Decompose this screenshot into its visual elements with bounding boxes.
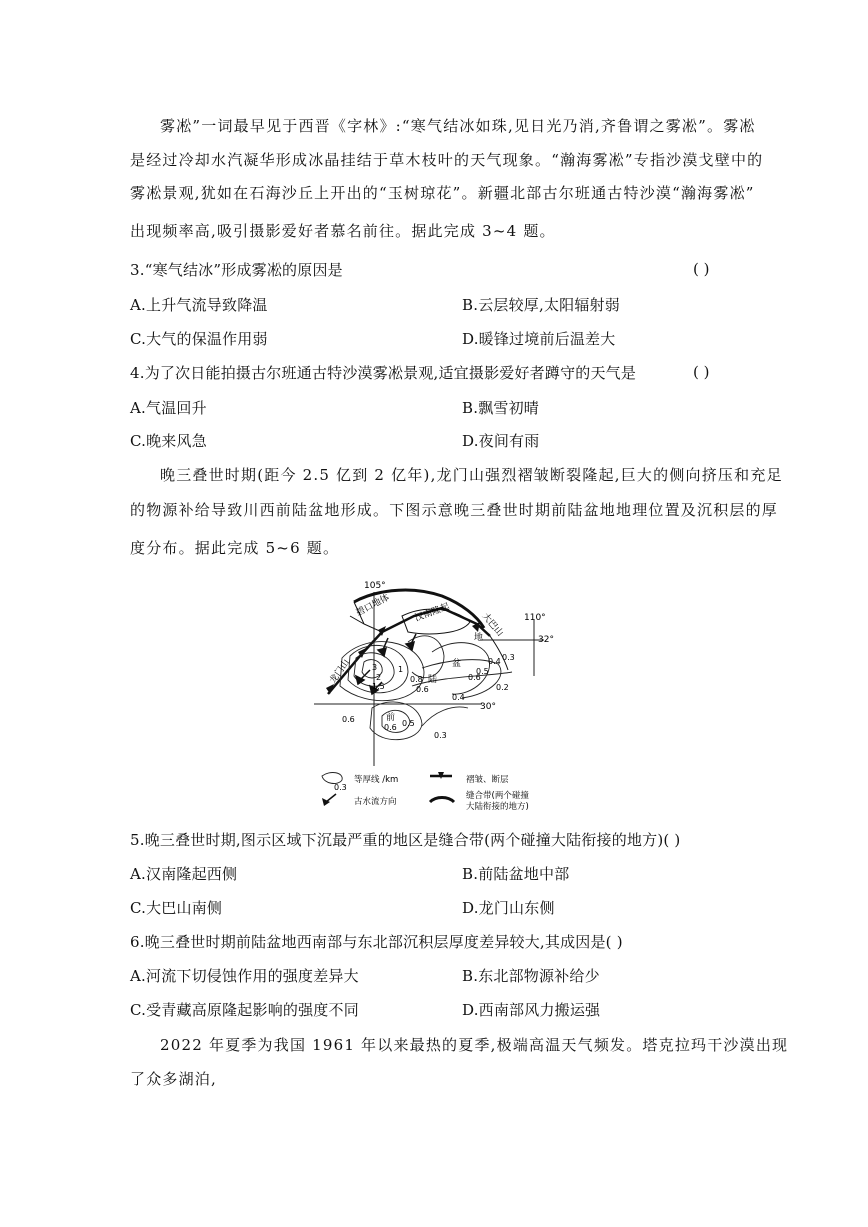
contour-label-1-5: 1.5 (372, 682, 385, 691)
q3-option-a: A.上升气流导致降温 (130, 296, 268, 314)
q5-option-b: B.前陆盆地中部 (462, 865, 570, 883)
region-hannan-label: 汉南隆起 (413, 602, 451, 624)
intro2-line-3: 度分布。据此完成 5~6 题。 (130, 539, 340, 557)
q4-option-d: D.夜间有雨 (462, 432, 540, 450)
q3-option-c: C.大气的保温作用弱 (130, 330, 268, 348)
longmenshan-fold-belt (328, 608, 490, 694)
q5-option-c: C.大巴山南侧 (130, 899, 223, 917)
contour-label-0-3a: 0.3 (502, 653, 515, 662)
legend-fold-label: 褶皱、断层 (466, 775, 509, 785)
contour-label-0-5a: 0.5 (476, 667, 489, 676)
legend-suture-line-2: 大陆衔接的地方) (466, 802, 529, 812)
legend-isopach-label: 等厚线 /km (354, 775, 399, 785)
intro3-line-2: 了众多湖泊, (130, 1070, 217, 1088)
contour-label-0-5b: 0.5 (402, 719, 415, 728)
basin-char-lu: 陆 (428, 675, 438, 685)
intro3-line-1: 2022 年夏季为我国 1961 年以来最热的夏季,极端高温天气频发。塔克拉玛干沙漠出现 (160, 1036, 789, 1054)
q3-option-d: D.暖锋过境前后温差大 (462, 330, 616, 348)
contour-label-0-3b: 0.3 (434, 731, 447, 740)
intro2-line-2: 的物源补给导致川西前陆盆地形成。下图示意晚三叠世时期前陆盆地地理位置及沉积层的厚 (130, 501, 779, 519)
region-bikou-label: 碧口地体 (354, 592, 392, 619)
contour-label-2: 2 (376, 673, 382, 682)
contour-label-0-6a: 0.6 (416, 685, 429, 694)
q6-option-c: C.受青藏高原隆起影响的强度不同 (130, 1001, 359, 1019)
contour-label-3: 3 (372, 663, 378, 672)
intro1-line-3: 雾凇景观,犹如在石海沙丘上开出的“玉树琼花”。新疆北部古尔班通古特沙漠“瀚海雾凇” (130, 184, 755, 202)
legend-flow-label: 古水流方向 (354, 797, 397, 807)
contour-label-0-6d: 0.6 (384, 723, 397, 732)
contour-label-1: 1 (398, 665, 404, 674)
q3-option-b: B.云层较厚,太阳辐射弱 (462, 296, 620, 314)
q6-option-b: B.东北部物源补给少 (462, 967, 600, 985)
q6-option-a: A.河流下切侵蚀作用的强度差异大 (130, 967, 359, 985)
intro1-line-4: 出现频率高,吸引摄影爱好者慕名前往。据此完成 3~4 题。 (130, 222, 556, 240)
q4-option-c: C.晚来风急 (130, 432, 207, 450)
basin-char-qian: 前 (386, 713, 396, 723)
q4-option-b: B.飘雪初晴 (462, 399, 539, 417)
map-legend (312, 766, 562, 814)
q5-stem: 5.晚三叠世时期,图示区域下沉最严重的地区是缝合带(两个碰撞大陆衔接的地方)( ) (130, 831, 681, 849)
legend-suture-line-1: 缝合带(两个碰撞 (466, 791, 529, 801)
lon-105-label: 105° (364, 581, 386, 591)
intro1-line-2: 是经过冷却水汽凝华形成冰晶挂结于草木枝叶的天气现象。“瀚海雾凇”专指沙漠戈壁中的 (130, 151, 764, 169)
contour-label-0-8: 0.8 (410, 675, 423, 684)
basin-char-di: 地 (474, 633, 484, 643)
lon-110-label: 110° (524, 613, 546, 623)
foreland-basin-map (312, 576, 562, 814)
q4-stem: 4.为了次日能拍摄古尔班通古特沙漠雾凇景观,适宜摄影爱好者蹲守的天气是 (130, 364, 637, 382)
basin-char-pen: 盆 (452, 659, 462, 669)
region-dabashan-label: 大巴山 (479, 611, 505, 639)
contour-label-0-6b: 0.6 (468, 673, 481, 682)
region-longmenshan-label: 龙门山 (328, 657, 352, 686)
q6-stem: 6.晚三叠世时期前陆盆地西南部与东北部沉积层厚度差异较大,其成因是( ) (130, 933, 623, 951)
legend-isopach-value: 0.3 (334, 783, 347, 792)
contour-label-0-2: 0.2 (496, 683, 509, 692)
intro2-line-1: 晚三叠世时期(距今 2.5 亿到 2 亿年),龙门山强烈褶皱断裂隆起,巨大的侧向挤压和充足 (160, 466, 783, 484)
lat-32-label: 32° (538, 635, 554, 645)
lat-30-label: 30° (480, 702, 496, 712)
contour-label-0-4a: 0.4 (488, 657, 501, 666)
q6-option-d: D.西南部风力搬运强 (462, 1001, 601, 1019)
q5-option-d: D.龙门山东侧 (462, 899, 555, 917)
contour-label-0-4b: 0.4 (452, 693, 465, 702)
intro1-line-1: 雾凇”一词最早见于西晋《字林》:“寒气结冰如珠,见日光乃消,齐鲁谓之雾凇”。雾凇 (160, 117, 756, 135)
q4-answer-paren: ( ) (693, 363, 710, 381)
contour-label-0-6c: 0.6 (342, 715, 355, 724)
q3-answer-paren: ( ) (693, 260, 710, 278)
q3-stem: 3.“寒气结冰”形成雾凇的原因是 (130, 261, 343, 279)
q5-option-a: A.汉南隆起西侧 (130, 865, 238, 883)
q4-option-a: A.气温回升 (130, 399, 207, 417)
